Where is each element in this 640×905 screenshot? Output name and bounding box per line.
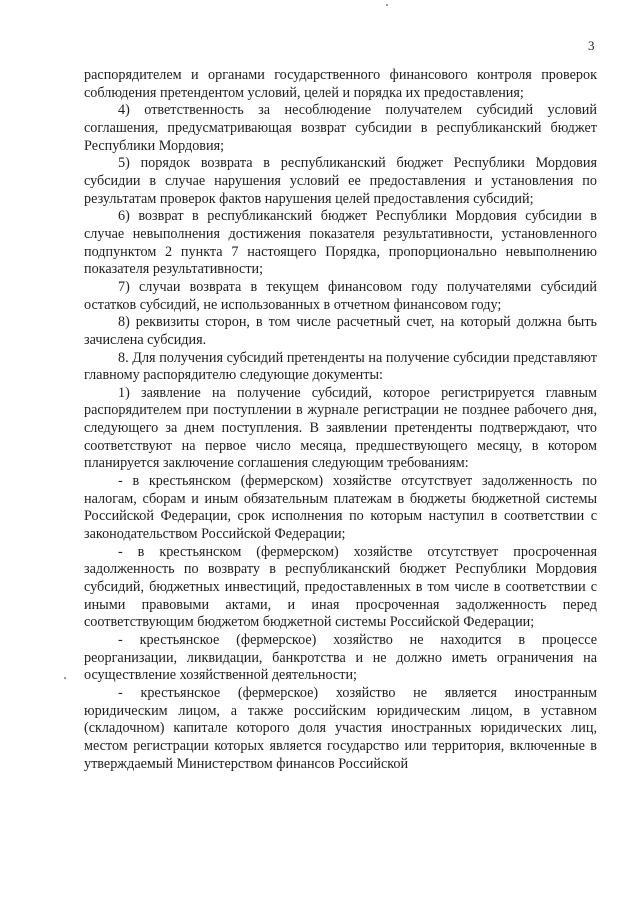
paragraph: 5) порядок возврата в республиканский бюджет Республики Мордовия субсидии в случае нарушения условий ее предоставления и установления по результатам проверок фактов нарушения целей предоставления субсидий;	[84, 155, 597, 207]
scan-speck	[386, 4, 388, 6]
paragraph: 7) случаи возврата в текущем финансовом году получателями субсидий остатков субсидий, не использованных в отчетном финансовом году;	[84, 278, 597, 313]
paragraph: 1) заявление на получение субсидий, которое регистрируется главным распорядителем при поступлении в журнале регистрации не позднее рабочего дня, следующего за днем поступления. В заявлении претенденты подтверждают, что соответствуют на первое число месяца, предшествующего месяцу, в котором планируется заключение соглашения следующим требованиям:	[84, 384, 597, 472]
scan-speck	[64, 677, 66, 679]
paragraph: - в крестьянском (фермерском) хозяйстве отсутствует просроченная задолженность по возврату в республиканский бюджет Республики Мордовия субсидий, бюджетных инвестиций, предоставленных в том числе в соответствии с иными правовыми актами, и иная просроченная задолженность перед соответствующим бюджетом бюджетной системы Российской Федерации;	[84, 543, 597, 631]
paragraph: распорядителем и органами государственного финансового контроля проверок соблюдения претендентом условий, целей и порядка их предоставления;	[84, 67, 597, 101]
paragraph: 8) реквизиты сторон, в том числе расчетный счет, на который должна быть зачислена субсидия.	[84, 314, 597, 348]
paragraph: 6) возврат в республиканский бюджет Республики Мордовия субсидии в случае невыполнения достижения показателя результативности, установленного подпунктом 2 пункта 7 настоящего Порядка, пропорционально невыполнению показателя результативности;	[84, 208, 597, 278]
paragraph: - крестьянское (фермерское) хозяйство не находится в процессе реорганизации, ликвидации, банкротства и не должно иметь ограничения на осуществление хозяйственной деятельности;	[84, 632, 597, 684]
paragraph: - в крестьянском (фермерском) хозяйстве отсутствует задолженность по налогам, сборам и иным обязательным платежам в бюджеты бюджетной системы Российской Федерации, срок исполнения по которым наступил в соответствии с законодательством Российской Федерации;	[84, 473, 597, 543]
paragraph: - крестьянское (фермерское) хозяйство не является иностранным юридическим лицом, а также российским юридическим лицом, в уставном (складочном) капитале которого доля участия иностранных юридических лиц, местом регистрации которых является государство или территория, включенные в утверждаемый Министерством финансов Российской	[84, 684, 597, 772]
page-number: 3	[588, 38, 595, 53]
paragraph: 4) ответственность за несоблюдение получателем субсидий условий соглашения, предусматривающая возврат субсидии в республиканский бюджет Республики Мордовия;	[84, 102, 597, 154]
document-body	[84, 67, 597, 773]
paragraph: 8. Для получения субсидий претенденты на получение субсидии представляют главному распорядителю следующие документы:	[84, 349, 597, 384]
